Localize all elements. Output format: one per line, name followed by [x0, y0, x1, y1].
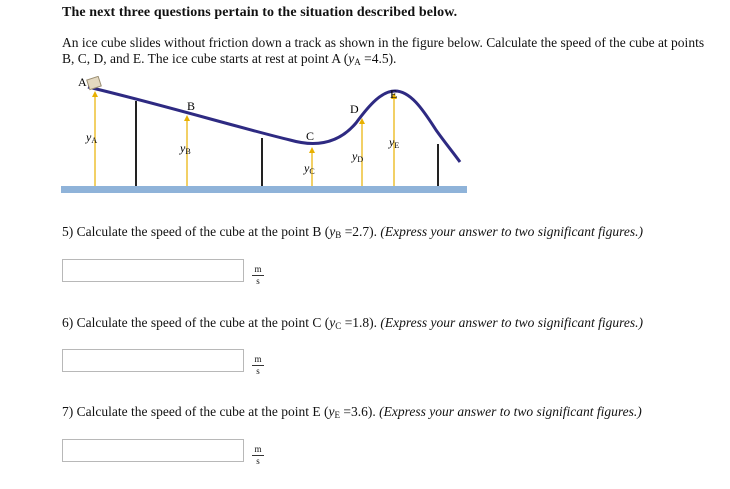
- question-5: [62, 224, 643, 240]
- question-text: Calculate the speed of the cube at the point E (: [76, 404, 329, 419]
- answer-input-7[interactable]: [62, 439, 244, 462]
- intro-sub: A: [354, 57, 361, 67]
- ground: [61, 186, 467, 193]
- question-7: [62, 404, 642, 420]
- question-var: y: [328, 404, 335, 419]
- point-label-c: C: [306, 129, 315, 143]
- problem-intro: [62, 35, 712, 70]
- point-label-b: B: [187, 99, 196, 113]
- question-sub: E: [334, 410, 341, 420]
- ice-cube: [87, 76, 102, 89]
- height-label-e: yE: [389, 135, 400, 150]
- question-instruction: (Express your answer to two significant figures.): [380, 224, 644, 239]
- intro-eq: =4.5).: [360, 51, 397, 66]
- question-var: y: [329, 224, 336, 239]
- question-text: Calculate the speed of the cube at the point B (: [76, 224, 330, 239]
- unit-numerator: m: [252, 445, 264, 456]
- question-eq: =2.7).: [341, 224, 378, 239]
- height-label-b: yB: [180, 141, 191, 156]
- question-instruction: (Express your answer to two significant figures.): [379, 404, 642, 419]
- intro-text: An ice cube slides without friction down a track as shown in the figure below. Calculate the speed of the cube at points B, C, D, and E. The ice cube starts at rest at point A (: [62, 35, 705, 66]
- height-label-c: yC: [304, 161, 315, 176]
- question-6: [62, 315, 643, 331]
- unit-label-6: [252, 355, 264, 376]
- unit-label-7: [252, 445, 264, 466]
- point-label-e: E: [390, 87, 398, 101]
- question-sub: C: [335, 321, 342, 331]
- question-eq: =1.8).: [341, 315, 378, 330]
- point-label-d: D: [350, 102, 359, 116]
- question-eq: =3.6).: [340, 404, 376, 419]
- height-label-a: yA: [86, 130, 98, 145]
- answer-input-6[interactable]: [62, 349, 244, 372]
- question-number: 7): [62, 404, 74, 419]
- question-var: y: [329, 315, 336, 330]
- unit-denominator: s: [256, 456, 260, 466]
- question-number: 6): [62, 315, 74, 330]
- question-text: Calculate the speed of the cube at the point C (: [76, 315, 330, 330]
- question-number: 5): [62, 224, 74, 239]
- question-sub: B: [335, 230, 342, 240]
- section-heading: The next three questions pertain to the situation described below.: [62, 5, 458, 20]
- track: [88, 87, 460, 162]
- answer-input-5[interactable]: [62, 259, 244, 282]
- unit-numerator: m: [252, 355, 264, 366]
- question-instruction: (Express your answer to two significant figures.): [380, 315, 644, 330]
- unit-label-5: [252, 265, 264, 286]
- height-label-d: yD: [352, 149, 364, 164]
- unit-denominator: s: [256, 366, 260, 376]
- track-figure: [60, 76, 472, 196]
- point-label-a: A: [78, 76, 87, 89]
- intro-var: y: [348, 51, 355, 66]
- unit-denominator: s: [256, 276, 260, 286]
- unit-numerator: m: [252, 265, 264, 276]
